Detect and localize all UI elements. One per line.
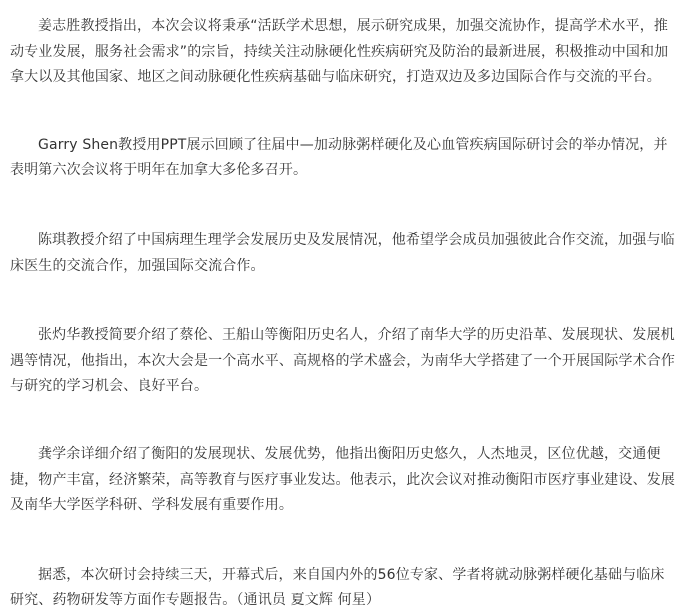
article-body (10, 14, 676, 614)
paragraph-garry-shen: Garry Shen教授用PPT展示回顾了往届中—加动脉粥样硬化及心血管疾病国际研讨会的举办情况，并表明第六次会议将于明年在加拿大多伦多召开。 (10, 136, 668, 179)
paragraph-zhang-zhuohua: 张灼华教授简要介绍了蔡伦、王船山等衡阳历史名人，介绍了南华大学的历史沿革、发展现状、发展机遇等情况，他指出，本次大会是一个高水平、高规格的学术盛会，为南华大学搭建了一个开展国际学术合作与研究的学习机会、良好平台。 (10, 327, 676, 395)
paragraph-chen-qi: 陈琪教授介绍了中国病理生理学会发展历史及发展情况，他希望学会成员加强彼此合作交流，加强与临床医生的交流合作，加强国际交流合作。 (10, 231, 675, 274)
paragraph-jiang-zhisheng: 姜志胜教授指出，本次会议将秉承“活跃学术思想，展示研究成果，加强交流协作，提高学术水平，推动专业发展，服务社会需求”的宗旨，持续关注动脉硬化性疾病研究及防治的最新进展，积极推动中国和加拿大以及其他国家、地区之间动脉硬化性疾病基础与临床研究，打造双边及多边国际合作与交流的平台。 (10, 18, 669, 86)
paragraph-closing: 据悉，本次研讨会持续三天，开幕式后，来自国内外的56位专家、学者将就动脉粥样硬化基础与临床研究、药物研发等方面作专题报告。（通讯员 夏文辉 何星） (10, 566, 665, 609)
paragraph-gong-xueyu: 龚学余详细介绍了衡阳的发展现状、发展优势，他指出衡阳历史悠久，人杰地灵，区位优越，交通便捷，物产丰富，经济繁荣，高等教育与医疗事业发达。他表示，此次会议对推动衡阳市医疗事业建设、发展及南华大学医学科研、学科发展有重要作用。 (10, 445, 676, 514)
